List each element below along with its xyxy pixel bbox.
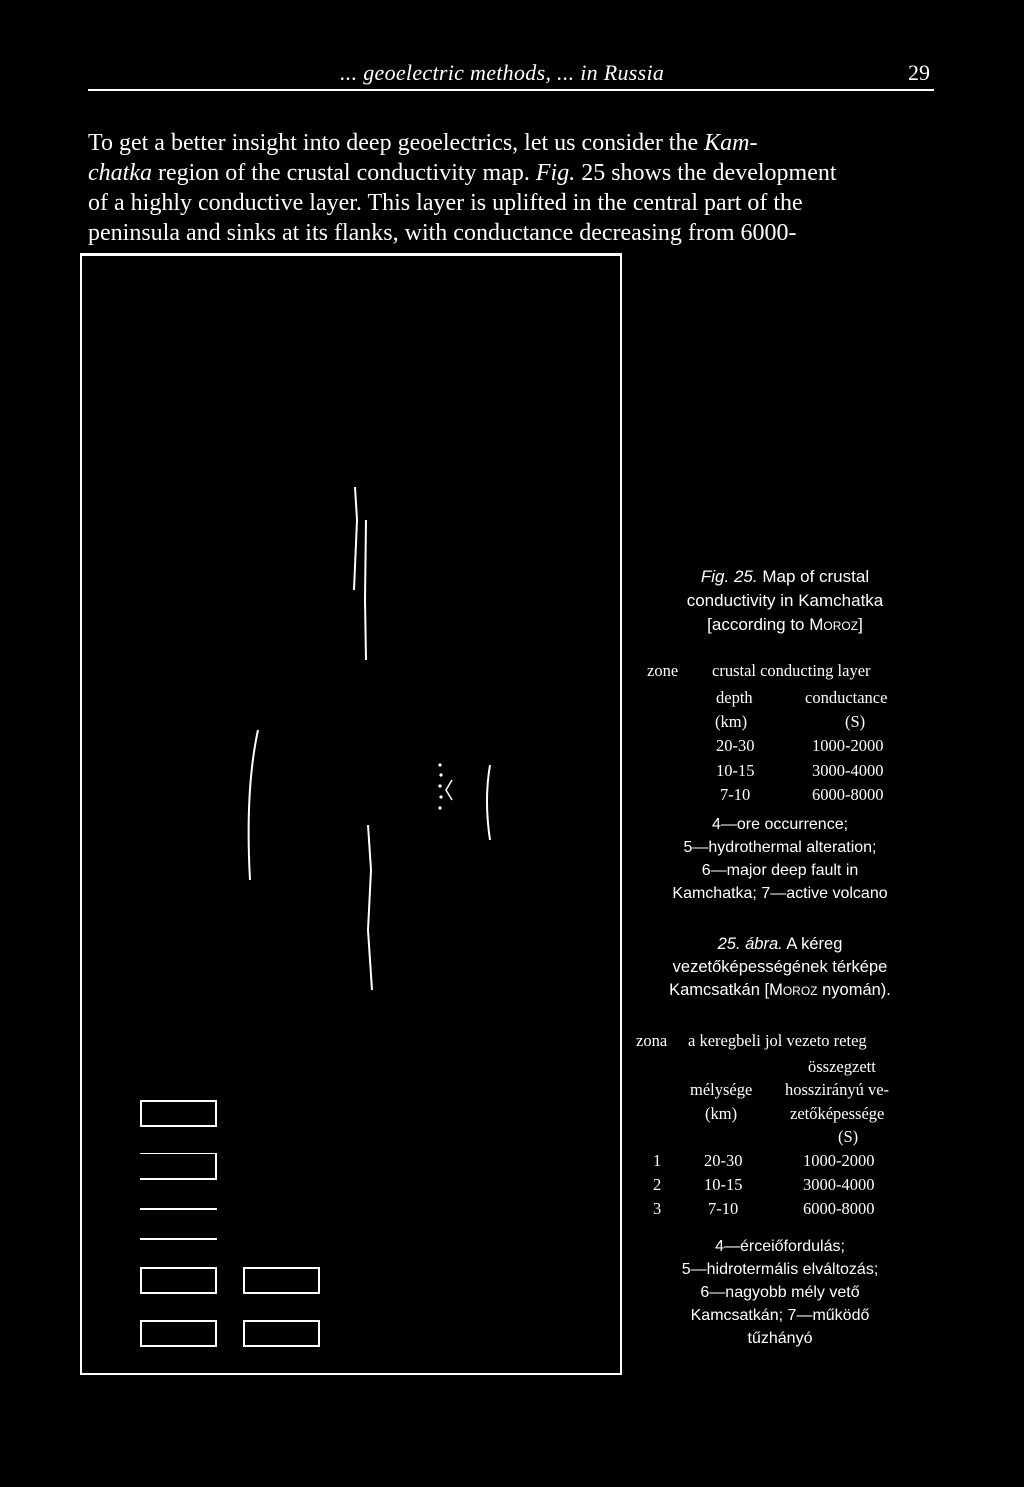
legend-box-zone-1 <box>140 1100 217 1127</box>
running-title: ... geoelectric methods, ... in Russia <box>340 60 665 85</box>
table-cell: 6000-8000 <box>812 785 884 804</box>
body-line-2: chatka region of the crustal conductivity map. Fig. 25 shows the development <box>88 160 837 186</box>
legend-line-zone-3 <box>140 1208 217 1210</box>
table-cell: 20-30 <box>704 1151 743 1170</box>
table-cell: 20-30 <box>716 736 755 755</box>
col-sum-header: összegzett <box>808 1057 876 1076</box>
body-line-4: peninsula and sinks at its flanks, with conductance decreasing from 6000- <box>88 220 797 246</box>
table-cell: 3000-4000 <box>812 761 884 780</box>
col-layer-header: crustal conducting layer <box>712 661 871 680</box>
fault-line-c <box>368 825 372 990</box>
legend-box-zone-2 <box>140 1153 217 1180</box>
table-cell: 2 <box>653 1175 662 1194</box>
table-cell: 1000-2000 <box>803 1151 875 1170</box>
volcano-dot <box>438 806 441 809</box>
col-depth-unit: (km) <box>715 712 748 731</box>
table-cell: 3 <box>653 1199 662 1218</box>
col-zone-header: zone <box>647 661 679 680</box>
table-cell: 7-10 <box>708 1199 739 1218</box>
table-cell: 3000-4000 <box>803 1175 875 1194</box>
col-cond-header-2: zetőképessége <box>790 1104 885 1123</box>
body-line-3: of a highly conductive layer. This layer is uplifted in the central part of the <box>88 190 803 216</box>
page-number: 29 <box>908 60 930 85</box>
col-depth-header: depth <box>716 688 753 707</box>
col-cond-unit: (S) <box>845 712 866 731</box>
col-cond-header: hosszirányú ve- <box>785 1080 890 1099</box>
col-cond-header: conductance <box>805 688 888 707</box>
legend-box-ore <box>140 1267 217 1294</box>
volcano-dot <box>438 763 441 766</box>
volcano-mark <box>446 780 452 800</box>
volcano-dot <box>439 773 442 776</box>
col-depth-unit: (km) <box>705 1104 738 1123</box>
legend-line-fault <box>140 1238 217 1240</box>
col-zone-header: zona <box>636 1031 668 1050</box>
col-layer-header: a keregbeli jol vezeto reteg <box>688 1031 867 1050</box>
table-cell: 7-10 <box>720 785 751 804</box>
table-cell: 10-15 <box>704 1175 743 1194</box>
fault-line-b <box>365 520 366 660</box>
table-cell: 1 <box>653 1151 662 1170</box>
fault-line-a <box>354 487 357 590</box>
figure-caption-en: Fig. 25. Map of crustal conductivity in Kamchatka [according to Moroz] <box>686 567 884 634</box>
contour-line-left <box>249 730 258 880</box>
table-cell: 1000-2000 <box>812 736 884 755</box>
volcano-dot <box>439 795 442 798</box>
body-line-1: To get a better insight into deep geoelectrics, let us consider the Kam- <box>88 130 758 156</box>
contour-line-right <box>487 765 490 840</box>
figure-caption-hu: 25. ábra. A kéreg vezetőképességének térképe Kamcsatkán [Moroz nyomán). <box>669 935 891 999</box>
legend-box-fault-deep <box>140 1320 217 1347</box>
col-cond-unit: (S) <box>838 1127 859 1146</box>
legend-text-hu: 4—érceiőfordulás; 5—hidrotermális elváltozás; 6—nagyobb mély vető Kamcsatkán; 7—működő tűzhányó <box>681 1238 879 1347</box>
col-depth-header: mélysége <box>690 1080 753 1099</box>
legend-box-hydrothermal <box>243 1267 320 1294</box>
legend-box-volcano <box>243 1320 320 1347</box>
table-cell: 10-15 <box>716 761 755 780</box>
legend-text-en: 4—ore occurrence; 5—hydrothermal alteration; 6—major deep fault in Kamchatka; 7—active volcano <box>672 816 888 902</box>
volcano-dots <box>438 763 442 809</box>
table-cell: 6000-8000 <box>803 1199 875 1218</box>
volcano-dot <box>438 784 441 787</box>
